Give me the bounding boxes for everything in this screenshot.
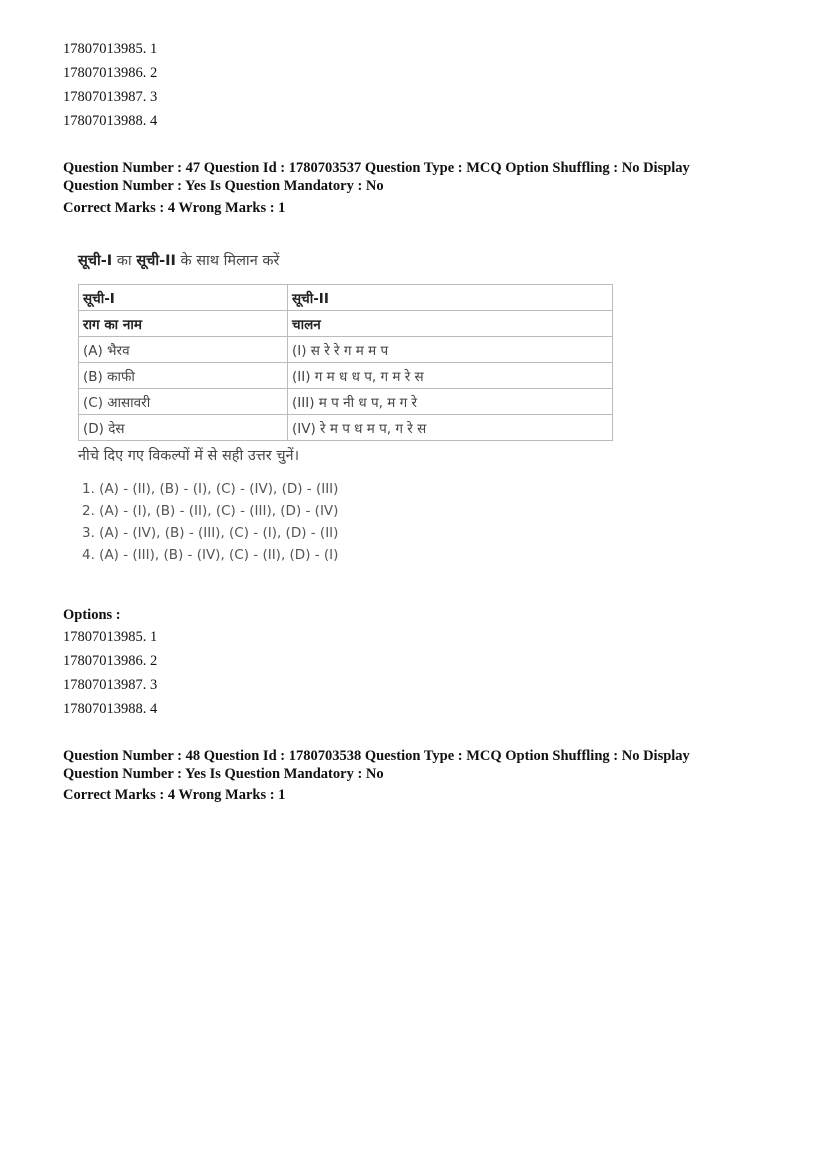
- table-subheader-row: [79, 311, 613, 337]
- prev-option-1: 17807013985. 1: [63, 41, 158, 57]
- table-cell: (III) म प नी ध प, म ग रे: [288, 389, 613, 415]
- answer-choice-2: 2. (A) - (I), (B) - (II), (C) - (III), (D) - (IV): [82, 503, 339, 519]
- answer-choice-4: 4. (A) - (III), (B) - (IV), (C) - (II), (D) - (I): [82, 547, 339, 563]
- prev-option-3: 17807013987. 3: [63, 89, 158, 105]
- table-cell: (II) ग म ध ध प, ग म रे स: [288, 363, 613, 389]
- q47-meta-line2: Question Number : Yes Is Question Mandatory : No: [63, 178, 384, 194]
- option-2: 17807013986. 2: [63, 653, 158, 669]
- subheader-raga-name: राग का नाम: [79, 311, 288, 337]
- table-cell: (A) भैरव: [79, 337, 288, 363]
- table-cell: (C) आसावरी: [79, 389, 288, 415]
- table-row: [79, 415, 613, 441]
- options-label: Options :: [63, 607, 121, 623]
- q48-meta-line2: Question Number : Yes Is Question Mandatory : No: [63, 766, 384, 782]
- table-cell: (D) देस: [79, 415, 288, 441]
- q48-meta-line1: Question Number : 48 Question Id : 1780703538 Question Type : MCQ Option Shuffling : No Display: [63, 748, 690, 764]
- table-row: [79, 389, 613, 415]
- question-image: [78, 250, 618, 569]
- prev-option-2: 17807013986. 2: [63, 65, 158, 81]
- prompt-list-2: सूची-II: [136, 253, 176, 269]
- q47-marks: Correct Marks : 4 Wrong Marks : 1: [63, 200, 286, 216]
- table-cell: (IV) रे म प ध म प, ग रे स: [288, 415, 613, 441]
- option-4: 17807013988. 4: [63, 701, 158, 717]
- subheader-chalan: चालन: [288, 311, 613, 337]
- table-cell: (B) काफी: [79, 363, 288, 389]
- q47-meta-line1: Question Number : 47 Question Id : 1780703537 Question Type : MCQ Option Shuffling : No Display: [63, 160, 690, 176]
- prompt-list-1: सूची-I: [78, 253, 113, 269]
- table-row: [79, 337, 613, 363]
- answer-choice-3: 3. (A) - (IV), (B) - (III), (C) - (I), (D) - (II): [82, 525, 339, 541]
- option-1: 17807013985. 1: [63, 629, 158, 645]
- question-instruction: नीचे दिए गए विकल्पों में से सही उत्तर चुनें।: [78, 448, 300, 464]
- option-3: 17807013987. 3: [63, 677, 158, 693]
- table-row: [79, 363, 613, 389]
- answer-choice-1: 1. (A) - (II), (B) - (I), (C) - (IV), (D) - (III): [82, 481, 339, 497]
- prev-option-4: 17807013988. 4: [63, 113, 158, 129]
- header-list-2: सूची-II: [288, 285, 613, 311]
- prompt-tail: के साथ मिलान करें: [175, 253, 280, 269]
- header-list-1: सूची-I: [79, 285, 288, 311]
- question-prompt: [78, 250, 618, 270]
- match-table: [78, 284, 613, 441]
- table-cell: (I) स रे रे ग म म प: [288, 337, 613, 363]
- prompt-connector: का: [112, 253, 137, 269]
- table-header-row: [79, 285, 613, 311]
- q48-marks: Correct Marks : 4 Wrong Marks : 1: [63, 787, 286, 803]
